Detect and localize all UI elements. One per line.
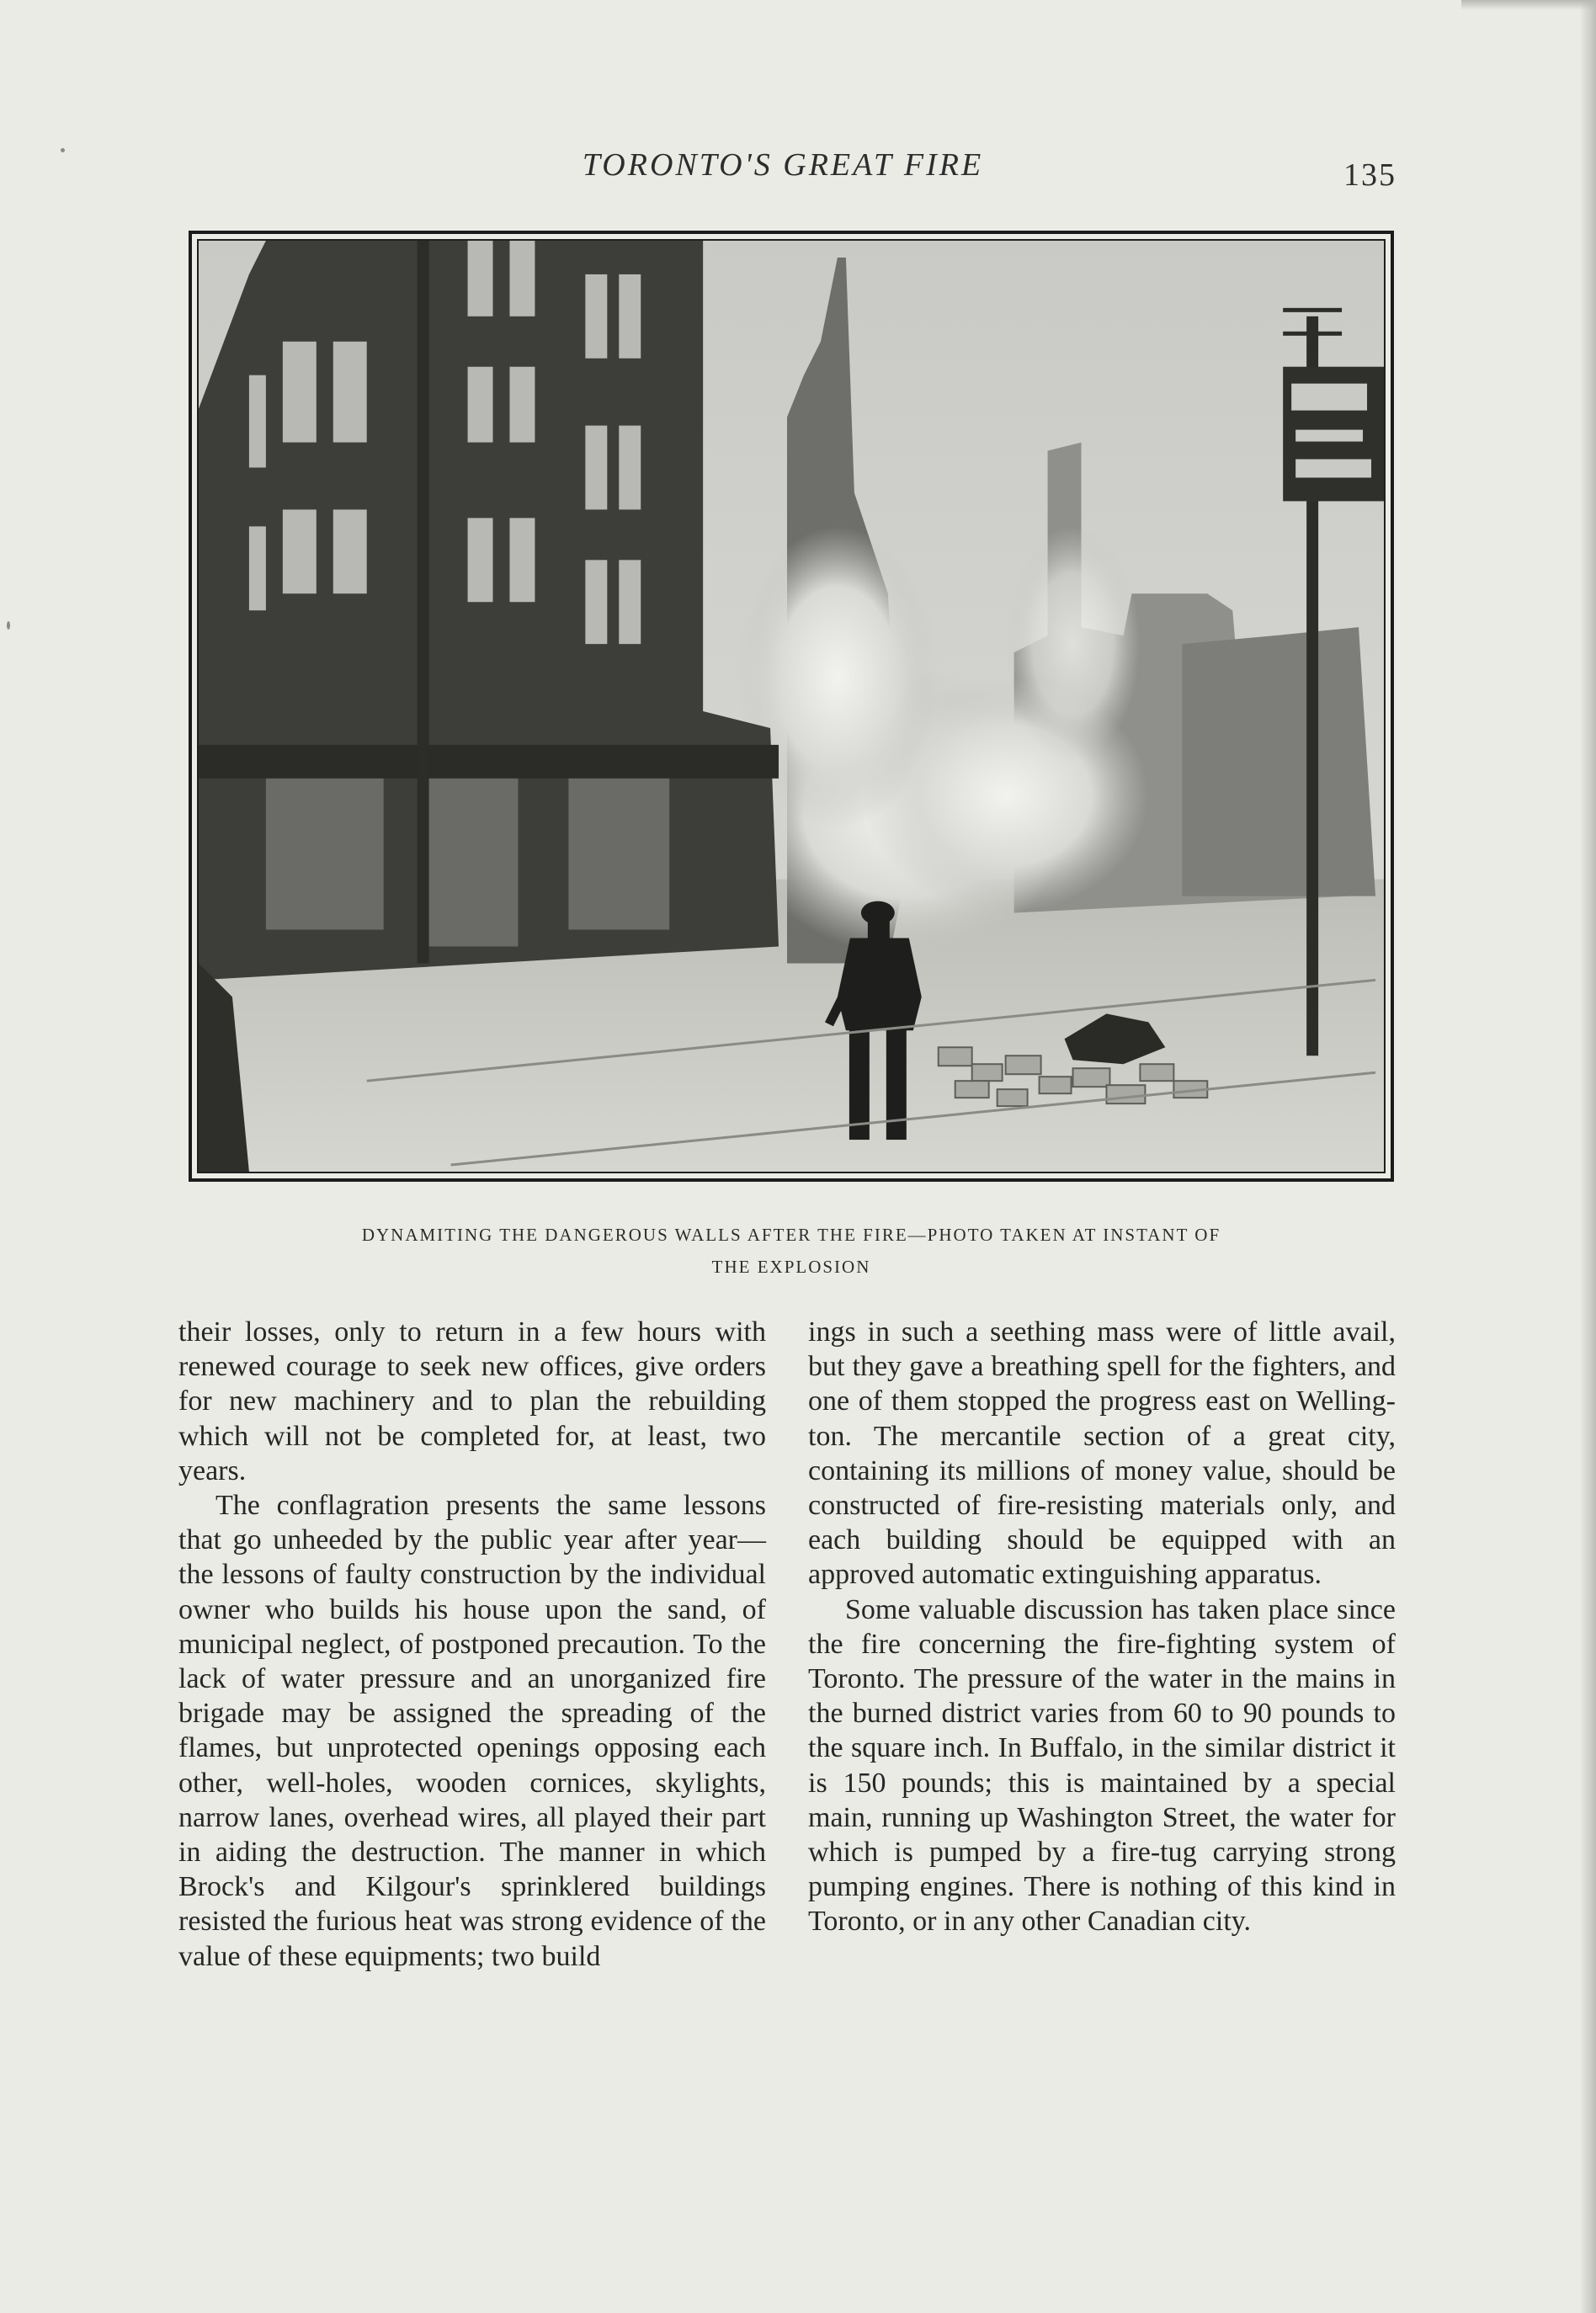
paragraph: The conflagration presents the same lessons that go unheeded by the public year after year—the lessons of faulty construction by the individual owner who builds his house upon the sand, of municipal neglect, of postponed precaution. To the lack of water pressure and an unorganized fire brigade may be assigned the spreading of the flames, but unprotected openings opposing each other, well-holes, wooden cornices, skylights, narrow lanes, overhead wires, all played their part in aiding the destruction. The manner in which Brock's and Kilgour's sprinklered buildings resisted the furious heat was strong evidence of the value of these equipments; two build (178, 1490, 766, 1972)
dust-speck (7, 621, 10, 630)
paragraph: Some valuable discussion has taken place since the fire concerning the fire-fighting system of Toronto. The pressure of the water in the mains in the burned district varies from 60 to 90 pounds to the square inch. In Buffalo, in the similar district it is 150 pounds; this is maintained by a special main, running up Washington Street, the water for which is pumped by a fire-tug carrying strong pumping engines. There is nothing of this kind in Toronto, or in any other Canadian city. (808, 1593, 1396, 1938)
photograph-frame (189, 231, 1394, 1182)
text-column-right (808, 1315, 1396, 1939)
paragraph: their losses, only to return in a few hours with renewed courage to seek new offices, give orders for new machinery and to plan the rebuilding which will not be completed for, at least, two years. (178, 1316, 766, 1486)
page-number: 135 (1343, 157, 1396, 193)
page-edge-shadow (1581, 0, 1596, 2313)
paragraph: ings in such a seething mass were of little avail, but they gave a breathing spell for the fighters, and one of them stopped the progress east on Wellington. The mercantile section of a great city, containing its millions of money value, should be constructed of fire-resisting materials only, and each building should be equipped with an approved automatic extinguishing apparatus. (808, 1316, 1396, 1591)
caption-line: DYNAMITING THE DANGEROUS WALLS AFTER THE FIRE—PHOTO TAKEN AT INSTANT OF (361, 1225, 1221, 1245)
text-column-left (178, 1315, 766, 1974)
page-top-shadow (1461, 0, 1596, 10)
figure-caption (189, 1219, 1394, 1283)
running-title: TORONTO'S GREAT FIRE (582, 147, 984, 183)
ruined-buildings-explosion-photo (197, 239, 1386, 1173)
caption-line: THE EXPLOSION (711, 1257, 871, 1277)
dust-speck (61, 148, 65, 152)
